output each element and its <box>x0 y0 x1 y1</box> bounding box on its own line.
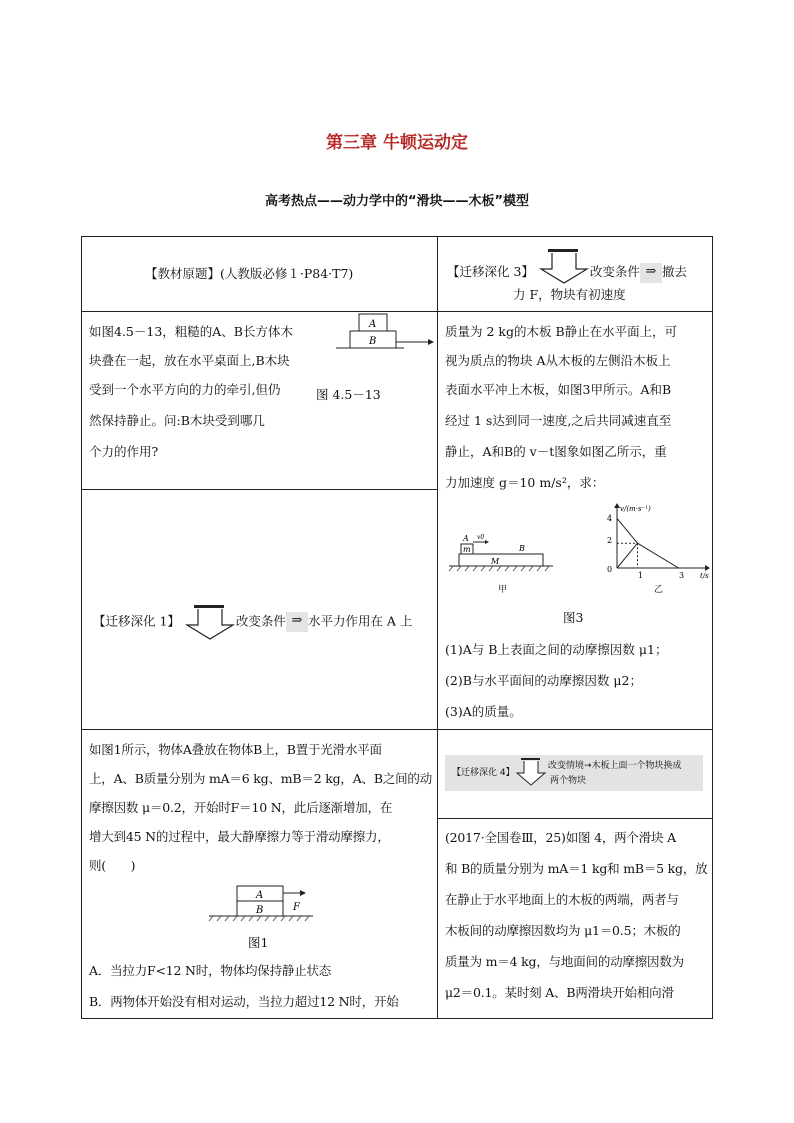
deep3-change: 改变条件 <box>589 264 640 279</box>
row-rule <box>81 729 437 730</box>
chapter-title: 第三章 牛顿运动定 <box>326 133 468 153</box>
velocity-arrow-head <box>485 540 489 544</box>
down-arrow-icon <box>184 603 236 641</box>
stacked-blocks-figure <box>332 312 436 356</box>
label-a: A <box>256 890 264 901</box>
deep3-line: 表面水平冲上木板，如图3甲所示。A和B <box>445 382 672 397</box>
y-tick-label: 4 <box>607 514 613 523</box>
deep3-line: 力加速度 g＝10 m/s²，求： <box>445 475 605 490</box>
deep3-line: 经过 1 s达到同一速度,之后共同减速直至 <box>445 413 672 428</box>
ground-hatch <box>209 916 309 921</box>
origin-figure-caption: 图 4.5－13 <box>316 387 381 402</box>
row-rule <box>437 818 713 819</box>
origin-line: 受到一个水平方向的力的牵引,但仍 <box>89 382 281 397</box>
section-subtitle: 高考热点——动力学中的“滑块——木板”模型 <box>264 194 530 209</box>
y-axis-label: v/(m·s⁻¹) <box>620 505 651 513</box>
row-rule <box>437 729 713 730</box>
deep4-change-2: 两个物块 <box>550 776 587 786</box>
ground-hatch <box>449 566 549 571</box>
table-divider <box>437 236 438 1019</box>
origin-line: 然保持静止。问:B木块受到哪几 <box>89 413 265 428</box>
label-b: B <box>369 336 377 347</box>
fig3-jia-label: 甲 <box>498 585 508 595</box>
x-tick-label: 3 <box>679 571 685 580</box>
force-arrow-head <box>300 890 306 896</box>
deep1-line: 增大到45 N的过程中，最大静摩擦力等于滑动摩擦力， <box>89 829 390 844</box>
pull-arrow-head <box>428 339 434 345</box>
vt-graph <box>595 502 712 582</box>
down-arrow-icon <box>515 757 547 787</box>
deep4-label: 【迁移深化 4】 <box>452 768 515 778</box>
x-tick-label: 1 <box>638 571 644 580</box>
deep3-line: 质量为 2 kg的木板 B静止在水平面上，可 <box>445 324 678 339</box>
option-b: B．两物体开始没有相对运动，当拉力超过12 N时，开始 <box>89 994 399 1009</box>
question-2: (2)B与水平面间的动摩擦因数 μ2； <box>445 673 642 688</box>
deep3-result-2: 力 F，物块有初速度 <box>513 287 626 302</box>
question-1: (1)A与 B上表面之间的动摩擦因数 μ1； <box>445 642 668 657</box>
deep4-line: 和 B的质量分别为 mA＝1 kg和 mB＝5 kg，放 <box>445 861 708 876</box>
deep1-row <box>93 603 412 641</box>
deep4-line: 在静止于水平地面上的木板的两端，两者与 <box>445 892 679 907</box>
row-rule <box>81 489 437 490</box>
label-m: m <box>463 545 471 554</box>
deep1-result: 水平力作用在 A 上 <box>307 613 413 629</box>
origin-line: 块叠在一起，放在水平桌面上,B木块 <box>89 353 290 368</box>
label-b: B <box>519 544 525 553</box>
deep3-line: 静止，A和B的 v－t图象如图乙所示，重 <box>445 444 667 459</box>
y-tick-label: 2 <box>607 536 613 545</box>
fig3-yi-label: 乙 <box>654 585 664 595</box>
double-arrow-icon: ⇒ <box>286 612 308 632</box>
deep1-line: 上，A、B质量分别为 mA＝6 kg、mB＝2 kg，A、B之间的动 <box>89 771 433 786</box>
double-arrow-icon: ⇒ <box>640 263 662 283</box>
label-f: F <box>293 902 300 913</box>
deep4-line: 质量为 m＝4 kg，与地面间的动摩擦因数为 <box>445 954 684 969</box>
fig3-caption: 图3 <box>563 610 584 625</box>
label-board-m: M <box>491 557 500 566</box>
figure-3-jia <box>447 530 557 578</box>
deep3-result-1: 撤去 <box>661 264 687 279</box>
deep4-line: μ2＝0.1。某时刻 A、B两滑块开始相向滑 <box>445 985 674 1000</box>
x-axis-label: t/s <box>700 572 709 580</box>
figure-1 <box>205 880 317 924</box>
origin-header: 【教材原题】(人教版必修１·P84·T7) <box>145 266 354 281</box>
deep3-label: 【迁移深化 3】 <box>447 264 534 279</box>
deep4-line: (2017·全国卷Ⅲ，25)如图 4，两个滑块 A <box>445 830 676 845</box>
deep4-change-1: 改变情境→木板上面一个物块换成 <box>548 761 682 771</box>
option-a: A．当拉力F<12 N时，物体均保持静止状态 <box>89 963 332 978</box>
fig1-caption: 图1 <box>248 935 269 950</box>
deep1-line: 摩擦因数 μ＝0.2，开始时F＝10 N，此后逐渐增加，在 <box>89 800 393 815</box>
series-line-2 <box>617 543 679 568</box>
label-v0: v0 <box>477 534 485 541</box>
series-line-1 <box>617 518 638 543</box>
origin-line: 个力的作用? <box>89 444 159 459</box>
board-b <box>459 554 543 566</box>
label-a: A <box>463 534 469 543</box>
row-rule <box>437 311 713 312</box>
deep1-line: 如图1所示，物体A叠放在物体B上，B置于光滑水平面 <box>89 742 382 757</box>
deep1-label: 【迁移深化 1】 <box>93 613 180 629</box>
deep4-line: 木板间的动摩擦因数均为 μ1＝0.5；木板的 <box>445 923 681 938</box>
y-tick-label: 0 <box>607 565 613 574</box>
deep1-line: 则( ) <box>89 858 136 873</box>
x-axis-arrow <box>705 565 710 571</box>
deep3-line: 视为质点的物块 A从木板的左侧沿木板上 <box>445 353 671 368</box>
label-b: B <box>256 905 264 916</box>
question-3: (3)A的质量。 <box>445 704 522 719</box>
origin-line: 如图4.5－13，粗糙的A、B长方体木 <box>89 324 293 339</box>
label-a: A <box>369 319 377 330</box>
deep1-change: 改变条件 <box>235 613 286 629</box>
